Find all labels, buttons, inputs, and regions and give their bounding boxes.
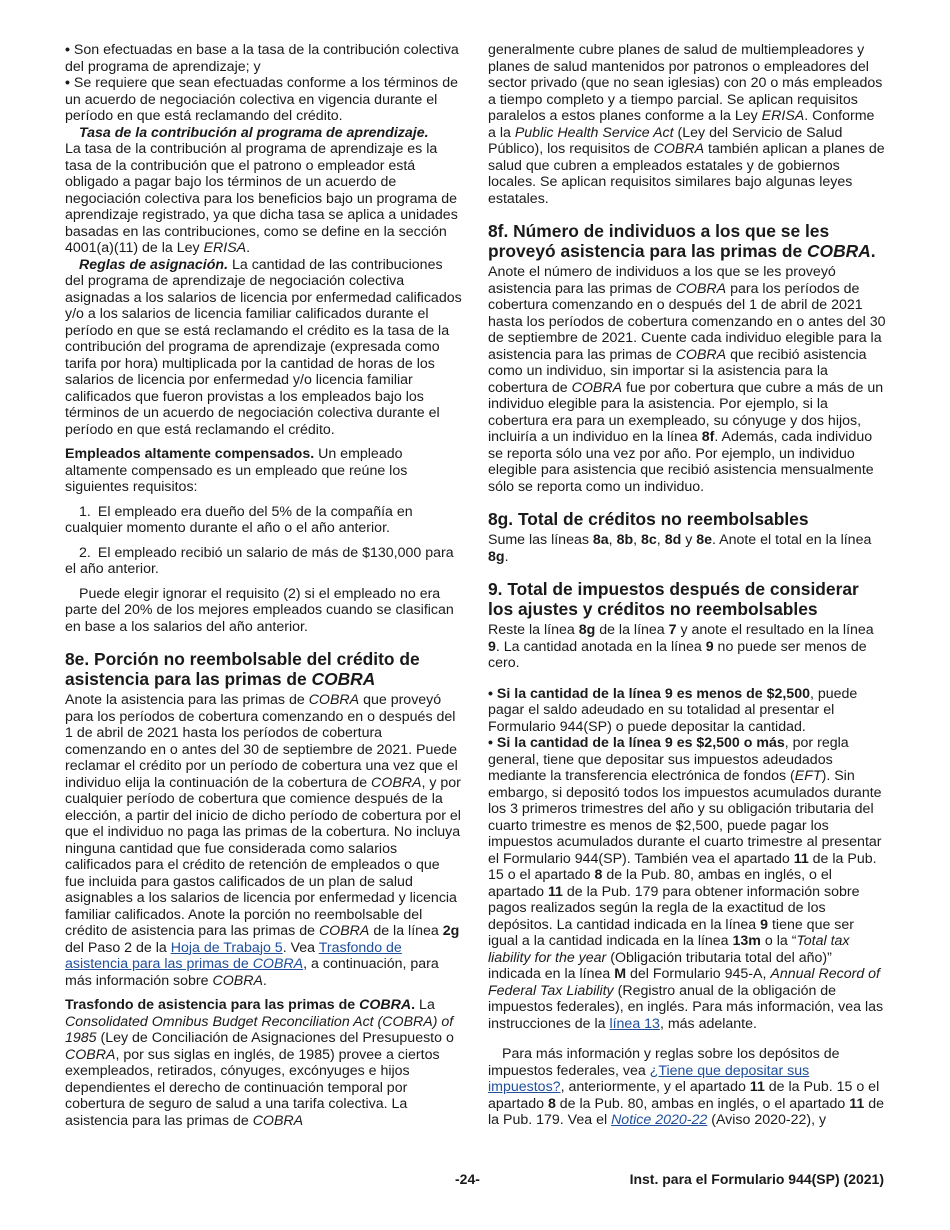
requirement-1: 1. El empleado era dueño del 5% de la compañía en cualquier momento durante el año o el año anterior.	[65, 503, 413, 536]
bullet-item: • Se requiere que sean efectuadas conforme a los términos de un acuerdo de negociación colectiva en vigencia durante el período en que está reclamando del crédito.	[65, 75, 463, 125]
bullet-item: • Si la cantidad de la línea 9 es $2,500 o más, por regla general, tiene que depositar sus impuestos adeudados mediante la transferencia electrónica de fondos (EFT). Sin embargo, si depositó todos los impuestos acumulados durante los 3 primeros trimestres del año y su obligación tributaria del cuarto trimestre es menos de $2,500, puede pagar los impuestos acumulados durante el cuarto trimestre al presentar el Formulario 944(SP). También vea el apartado 11 de la Pub. 15 o el apartado 8 de la Pub. 80, ambas en inglés, o el apartado 11 de la Pub. 179 para obtener información sobre pagos realizados según la regla de la exactitud de los depósitos. La cantidad indicada en la línea 9 tiene que ser igual a la cantidad indicada en la línea 13m o la “Total tax liability for the year (Obligación tributaria total del año)” indicada en la línea M del Formulario 945-A, Annual Record of Federal Tax Liability (Registro anual de la obligación de impuestos federales), en inglés. Para más información, vea las instrucciones de la línea 13, más adelante.	[488, 735, 886, 1032]
reglas-paragraph: Reglas de asignación. La cantidad de las contribuciones del programa de aprendizaje de negociación colectiva asignadas a los salarios de licencia por enfermedad calificados y/o a los salarios de licencia familiar calificados durante el período en que se está reclamando el crédito es la tasa de la contribución del programa de aprendizaje (expresada como tarifa por hora) multiplicada por la cantidad de horas de los salarios de licencia por enfermedad y/o licencia familiar calificados que fueron provistas a los empleados bajo los términos de un acuerdo de negociación colectiva durante el período en que está reclamando el crédito.	[65, 256, 462, 438]
cobra-continuation-paragraph: generalmente cubre planes de salud de multiempleadores y planes de salud mantenidos por patronos o empleadores del sector privado (que no sean iglesias) con 20 o más empleados a tiempo completo y a tiempo parcial. Se aplican requisitos paralelos a estos planes conforme a la Ley ERISA. Conforme a la Public Health Service Act (Ley del Servicio de Salud Público), los requisitos de COBRA también aplican a planes de salud que cubren a empleados estatales y de gobiernos locales. Se aplican requisitos similares bajo algunas leyes estatales.	[488, 42, 885, 207]
heading-8e: 8e. Porción no reembolsable del crédito de asistencia para las primas de COBRA	[65, 649, 420, 689]
bullet-item: • Si la cantidad de la línea 9 es menos de $2,500, puede pagar el saldo adeudado en su totalidad al presentar el Formulario 944(SP) o puede depositar la cantidad.	[488, 686, 886, 736]
paragraph-8g: Sume las líneas 8a, 8b, 8c, 8d y 8e. Anote el total en la línea 8g.	[488, 532, 872, 565]
paragraph-9: Reste la línea 8g de la línea 7 y anote el resultado en la línea 9. La cantidad anotada en la línea 9 no puede ser menos de cero.	[488, 622, 874, 671]
paragraph-8f: Anote el número de individuos a los que se les proveyó asistencia para las primas de COBRA para los períodos de cobertura comenzando en o después del 1 de abril de 2021 hasta los períodos de cobertura comenzando en o antes del 30 de septiembre de 2021. Cuente cada individuo elegible para la asistencia para las primas de COBRA que recibió asistencia como un individuo, sin importar si la asistencia para la cobertura de COBRA fue por cobertura que cubre a más de un individuo elegible para la asistencia. Por ejemplo, si la cobertura era para un exempleado, su cónyuge y dos hijos, incluiría a un individuo en la línea 8f. Además, cada individuo se reporta sólo una vez por año. Por ejemplo, un individuo elegible para asistencia que recibió asistencia mensualmente sólo se reporta como un individuo.	[488, 264, 886, 495]
heading-9: 9. Total de impuestos después de considerar los ajustes y créditos no reembolsables	[488, 579, 859, 619]
link-tiene-que-depositar[interactable]: ¿Tiene que depositar sus impuestos?	[488, 1062, 810, 1095]
puede-paragraph: Puede elegir ignorar el requisito (2) si el empleado no era parte del 20% de los mejores empleados cuando se clasifican en base a los salarios del año anterior.	[65, 585, 454, 635]
link-trasfondo-cobra[interactable]: Trasfondo de asistencia para las primas de COBRA	[65, 939, 402, 972]
left-column	[65, 42, 463, 1129]
tasa-paragraph: Tasa de la contribución al programa de aprendizaje. La tasa de la contribución al programa de aprendizaje es la tasa de la contribución que el patrono o empleador está obligado a pagar bajo los términos de un acuerdo de negociación colectiva para los beneficios bajo un programa de aprendizaje registrado, ya que dicha tasa se aplica a unidades basadas en las contribuciones, como se define en la sección 4001(a)(11) de la Ley ERISA.	[65, 124, 458, 256]
para-mas-paragraph: Para más información y reglas sobre los depósitos de impuestos federales, vea ¿Tiene que depositar sus impuestos?, anteriormente, y el apartado 11 de la Pub. 15 o el apartado 8 de la Pub. 80, ambas en inglés, o el apartado 11 de la Pub. 179. Vea el Notice 2020-22 (Aviso 2020-22), y	[488, 1046, 884, 1128]
trasfondo-paragraph: Trasfondo de asistencia para las primas de COBRA. La Consolidated Omnibus Budget Reconciliation Act (COBRA) of 1985 (Ley de Conciliación de Asignaciones del Presupuesto o COBRA, por sus siglas en inglés, de 1985) provee a ciertos exempleados, retirados, cónyuges, excónyuges e hijos dependientes el derecho de continuación temporal por cobertura de seguro de salud a una tarifa colectiva. La asistencia para las primas de COBRA	[65, 997, 454, 1129]
form-title-footer: Inst. para el Formulario 944(SP) (2021)	[629, 1171, 884, 1187]
heading-8f: 8f. Número de individuos a los que se les proveyó asistencia para las primas de COBRA.	[488, 221, 876, 261]
bullet-item: • Son efectuadas en base a la tasa de la contribución colectiva del programa de aprendizaje; y	[65, 42, 463, 75]
page-number: -24-	[455, 1171, 480, 1187]
heading-8g: 8g. Total de créditos no reembolsables	[488, 509, 809, 529]
right-column	[488, 42, 886, 1129]
link-hoja-de-trabajo-5[interactable]: Hoja de Trabajo 5	[170, 939, 283, 956]
link-linea-13[interactable]: línea 13	[609, 1015, 660, 1032]
link-notice-2020-22[interactable]: Notice 2020-22	[611, 1112, 708, 1128]
empleados-paragraph: Empleados altamente compensados. Un empleado altamente compensado es un empleado que reúne los siguientes requisitos:	[65, 446, 408, 495]
paragraph-8e: Anote la asistencia para las primas de COBRA que proveyó para los períodos de cobertura comenzando en o después del 1 de abril de 2021 hasta los períodos de cobertura comenzando en o antes del 30 de septiembre de 2021. Puede reclamar el crédito por un período de cobertura una vez que el individuo elija la continuación de la cobertura de COBRA, y por cualquier período de cobertura que comience después de la elección, a partir del inicio de dicho período de cobertura por el que el individuo no paga las primas de la cobertura. No incluya ninguna cantidad que fue considerada como salarios calificados para el crédito de retención de empleados o que fue incluida para gastos calificados de un plan de salud asignables a los salarios de licencia por enfermedad y licencia familiar calificados. Anote la porción no reembolsable del crédito de asistencia para las primas de COBRA de la línea 2g del Paso 2 de la Hoja de Trabajo 5. Vea Trasfondo de asistencia para las primas de COBRA, a continuación, para más información sobre COBRA.	[65, 692, 461, 989]
requirement-2: 2. El empleado recibió un salario de más de $130,000 para el año anterior.	[65, 544, 454, 577]
